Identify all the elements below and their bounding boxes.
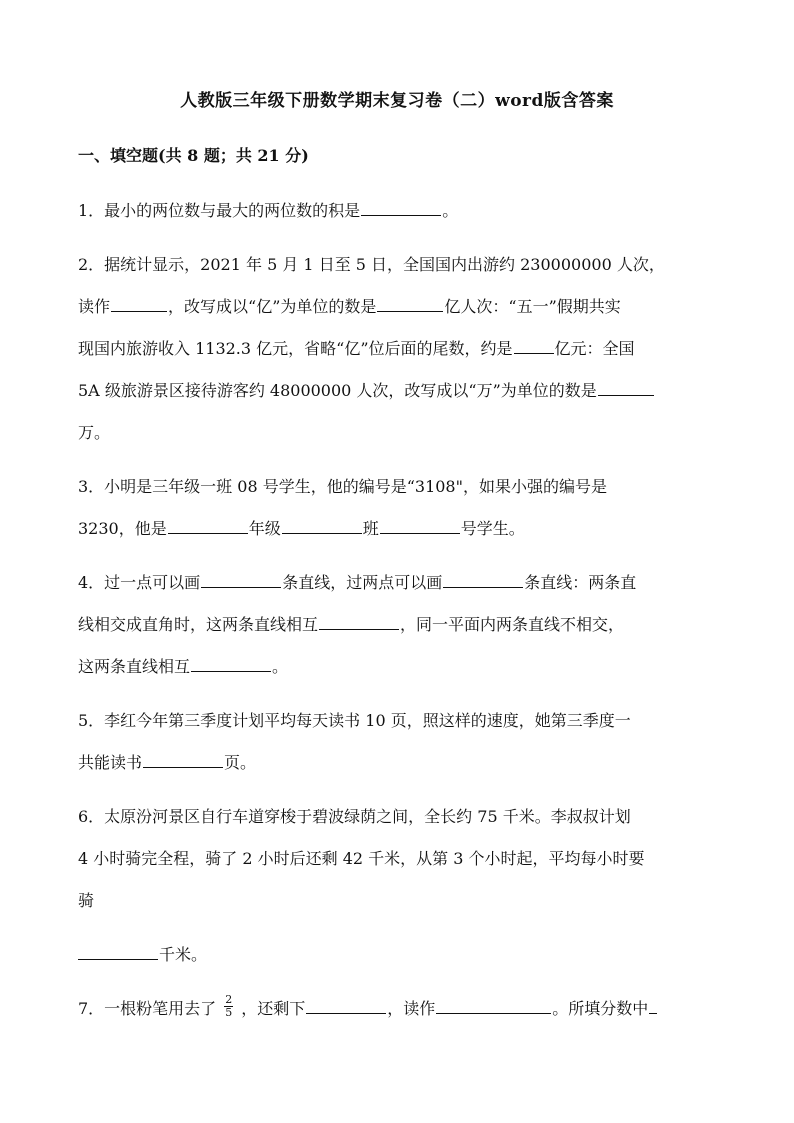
question-4-line-2: 线相交成直角时，这两条直线相互 ，同一平面内两条直线不相交， (78, 615, 625, 634)
question-6-line-1: 6．太原汾河景区自行车道穿梭于碧波绿荫之间，全长约 75 千米。李叔叔计划 (78, 807, 631, 826)
question-7: 7．一根粉笔用去了 $\frac{2}{5}$ ，还剩下 ，读作 。所填分数中 (78, 996, 658, 1022)
question-5-line-1: 5．李红今年第三季度计划平均每天读书 10 页，照这样的速度，她第三季度一 (78, 711, 631, 730)
answer-blank[interactable] (598, 381, 654, 396)
answer-blank[interactable] (436, 999, 551, 1014)
answer-blank[interactable] (168, 519, 248, 534)
question-6-line-3: 骑 (78, 891, 95, 910)
question-5-line-2: 共能读书 页。 (78, 753, 257, 772)
question-6-line-2: 4 小时骑完全程，骑了 2 小时后还剩 42 千米，从第 3 个小时起，平均每小时要 (78, 849, 645, 868)
answer-blank[interactable] (361, 201, 441, 216)
answer-blank[interactable] (443, 573, 523, 588)
question-2-line-5: 万。 (78, 423, 111, 442)
answer-blank[interactable] (143, 753, 223, 768)
answer-blank[interactable] (514, 339, 554, 354)
answer-blank[interactable] (380, 519, 460, 534)
question-2-line-3: 现国内旅游收入 1132.3 亿元，省略“亿”位后面的尾数，约是 亿元：全国 (78, 339, 635, 358)
question-2-line-1: 2．据统计显示，2021 年 5 月 1 日至 5 日，全国国内出游约 230000000 人次， (78, 255, 665, 274)
question-1: 1．最小的两位数与最大的两位数的积是 。 (78, 201, 459, 220)
document-title: 人教版三年级下册数学期末复习卷（二）word版含答案 (180, 91, 614, 111)
question-2-line-4: 5A 级旅游景区接待游客约 48000000 人次，改写成以“万”为单位的数是 (78, 378, 655, 401)
question-4-line-1: 4．过一点可以画 条直线，过两点可以画 条直线：两条直 (78, 573, 637, 592)
answer-blank[interactable] (649, 999, 657, 1014)
answer-blank[interactable] (111, 297, 167, 312)
answer-blank[interactable] (191, 657, 271, 672)
answer-blank[interactable] (319, 615, 399, 630)
answer-blank[interactable] (78, 945, 158, 960)
question-2-line-2: 读作 ，改写成以“亿”为单位的数是 亿人次：“五一”假期共实 (78, 297, 621, 316)
question-4-line-3: 这两条直线相互 。 (78, 657, 289, 676)
question-3-line-2: 3230，他是 年级 班 号学生。 (78, 519, 525, 538)
answer-blank[interactable] (377, 297, 443, 312)
answer-blank[interactable] (282, 519, 362, 534)
question-6-line-4: 千米。 (78, 942, 207, 965)
answer-blank[interactable] (306, 999, 386, 1014)
question-3-line-1: 3．小明是三年级一班 08 号学生，他的编号是“3108"，如果小强的编号是 (78, 477, 607, 496)
section-heading: 一、填空题(共 8 题；共 21 分) (78, 146, 309, 165)
answer-blank[interactable] (201, 573, 281, 588)
fraction: $\frac{2}{5}$ (225, 993, 233, 1019)
